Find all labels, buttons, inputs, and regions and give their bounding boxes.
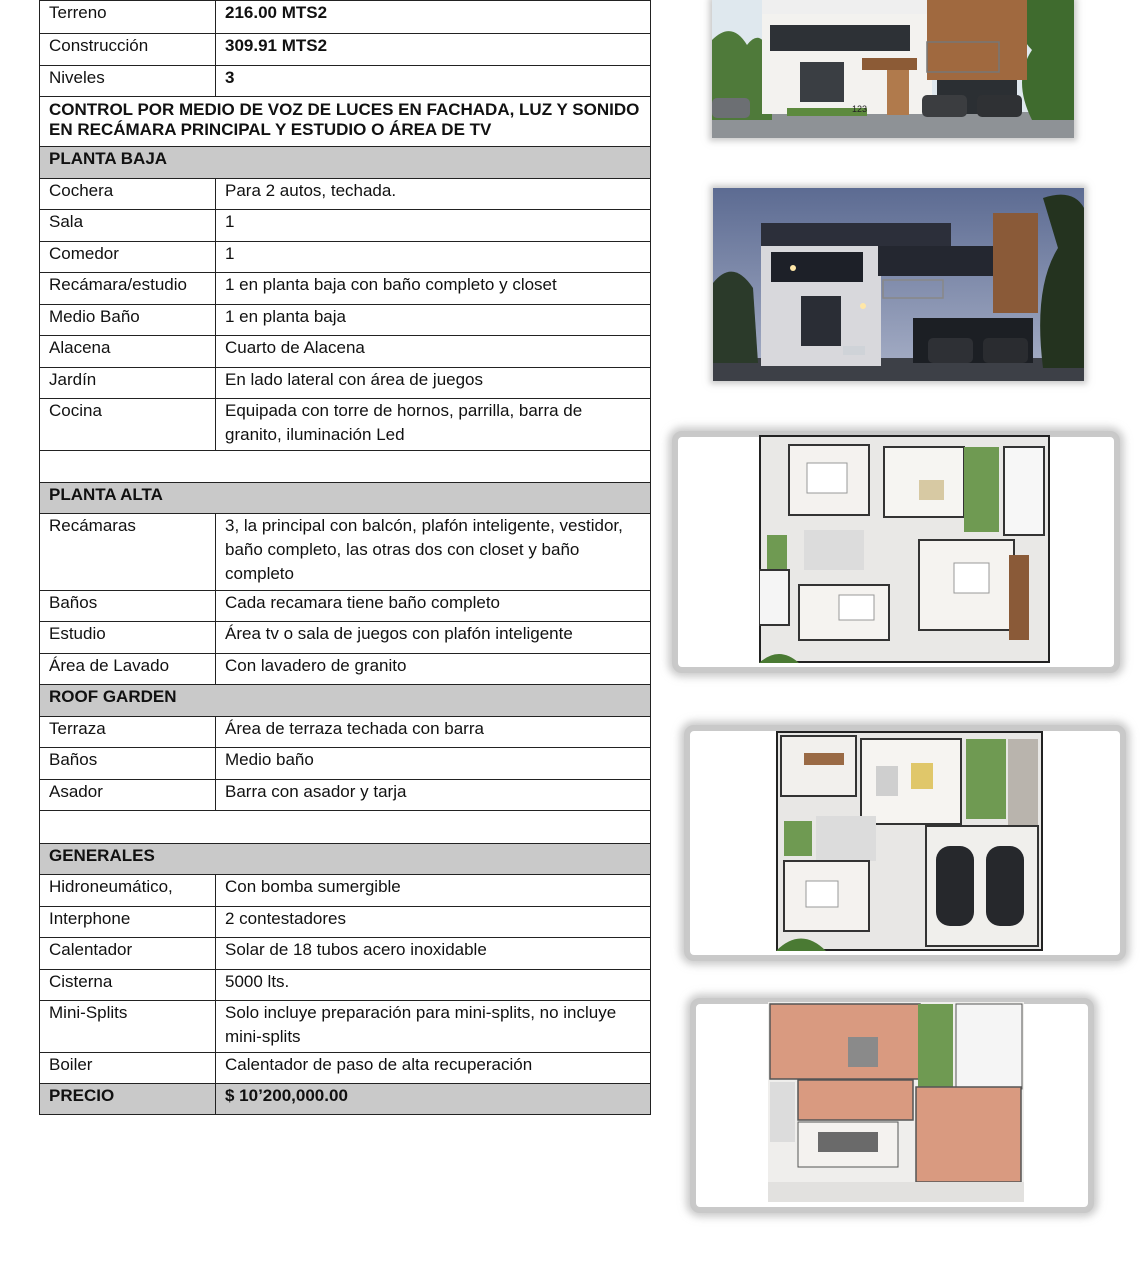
spec-row — [40, 654, 651, 685]
row-value: 1 — [216, 210, 651, 242]
section-planta-alta — [40, 483, 651, 514]
row-label: Boiler — [40, 1053, 216, 1084]
row-label: Recámaras — [40, 514, 216, 591]
spec-row-niveles — [40, 66, 651, 97]
spec-row — [40, 780, 651, 811]
spec-row — [40, 717, 651, 748]
row-value: Con lavadero de granito — [216, 654, 651, 685]
section-title: ROOF GARDEN — [40, 685, 651, 717]
row-value: En lado lateral con área de juegos — [216, 368, 651, 399]
row-value: Cuarto de Alacena — [216, 336, 651, 368]
price-row — [40, 1084, 651, 1115]
spec-row — [40, 242, 651, 273]
spec-row — [40, 305, 651, 336]
spec-row — [40, 970, 651, 1001]
row-label: Sala — [40, 210, 216, 242]
section-title: PLANTA ALTA — [40, 483, 651, 514]
row-label: Medio Baño — [40, 305, 216, 336]
row-label: Baños — [40, 748, 216, 780]
row-value: Solo incluye preparación para mini-splits, no incluye mini-splits — [216, 1001, 651, 1053]
row-value: 1 — [216, 242, 651, 273]
section-roof-garden — [40, 685, 651, 717]
row-label: Área de Lavado — [40, 654, 216, 685]
row-value: Medio baño — [216, 748, 651, 780]
row-value: Para 2 autos, techada. — [216, 179, 651, 210]
row-label: Recámara/estudio — [40, 273, 216, 305]
spec-row-terreno — [40, 1, 651, 34]
row-label: Cisterna — [40, 970, 216, 1001]
spec-row — [40, 368, 651, 399]
spec-row — [40, 273, 651, 305]
floor-plan-roof-garden — [768, 1002, 1024, 1202]
facade-day-render — [712, 0, 1074, 138]
row-value: Con bomba sumergible — [216, 875, 651, 907]
section-title: PLANTA BAJA — [40, 147, 651, 179]
facade-night-render — [713, 188, 1084, 381]
row-label: Baños — [40, 591, 216, 622]
spec-row — [40, 514, 651, 591]
row-value: Barra con asador y tarja — [216, 780, 651, 811]
spec-row-construccion — [40, 34, 651, 66]
row-value: 1 en planta baja — [216, 305, 651, 336]
row-value: 216.00 MTS2 — [216, 1, 651, 34]
price-value: $ 10’200,000.00 — [216, 1084, 651, 1115]
house-number: 123 — [852, 104, 868, 114]
row-value: Cada recamara tiene baño completo — [216, 591, 651, 622]
spec-row — [40, 1001, 651, 1053]
row-label: Interphone — [40, 907, 216, 938]
row-label: Jardín — [40, 368, 216, 399]
row-value: Calentador de paso de alta recuperación — [216, 1053, 651, 1084]
row-value: 3 — [216, 66, 651, 97]
spec-row — [40, 1053, 651, 1084]
voice-control-note-row — [40, 97, 651, 147]
spec-row — [40, 399, 651, 451]
row-value: Área de terraza techada con barra — [216, 717, 651, 748]
property-spec-table — [39, 0, 651, 1115]
row-label: Asador — [40, 780, 216, 811]
row-value: Área tv o sala de juegos con plafón inteligente — [216, 622, 651, 654]
spec-row — [40, 907, 651, 938]
price-label: PRECIO — [40, 1084, 216, 1115]
row-value: Equipada con torre de hornos, parrilla, barra de granito, iluminación Led — [216, 399, 651, 451]
section-planta-baja — [40, 147, 651, 179]
row-label: Calentador — [40, 938, 216, 970]
section-generales — [40, 844, 651, 875]
row-value: 2 contestadores — [216, 907, 651, 938]
section-title: GENERALES — [40, 844, 651, 875]
spec-row — [40, 591, 651, 622]
spacer-row — [40, 451, 651, 483]
spec-row — [40, 210, 651, 242]
row-label: Niveles — [40, 66, 216, 97]
row-label: Terreno — [40, 1, 216, 34]
row-label: Cocina — [40, 399, 216, 451]
row-label: Construcción — [40, 34, 216, 66]
spec-row — [40, 748, 651, 780]
row-label: Cochera — [40, 179, 216, 210]
row-value: 3, la principal con balcón, plafón inteligente, vestidor, baño completo, las otras dos con closet y baño completo — [216, 514, 651, 591]
spec-row — [40, 875, 651, 907]
row-label: Comedor — [40, 242, 216, 273]
spec-row — [40, 336, 651, 368]
spec-row — [40, 938, 651, 970]
spacer-row — [40, 811, 651, 844]
row-value: Solar de 18 tubos acero inoxidable — [216, 938, 651, 970]
row-value: 309.91 MTS2 — [216, 34, 651, 66]
row-value: 1 en planta baja con baño completo y closet — [216, 273, 651, 305]
voice-control-note: CONTROL POR MEDIO DE VOZ DE LUCES EN FACHADA, LUZ Y SONIDO EN RECÁMARA PRINCIPAL Y ESTUDIO O ÁREA DE TV — [40, 97, 651, 147]
floor-plan-planta-alta — [759, 435, 1050, 663]
floor-plan-planta-baja — [776, 731, 1043, 951]
row-label: Hidroneumático, — [40, 875, 216, 907]
row-label: Alacena — [40, 336, 216, 368]
row-value: 5000 lts. — [216, 970, 651, 1001]
spec-row — [40, 179, 651, 210]
row-label: Terraza — [40, 717, 216, 748]
spec-row — [40, 622, 651, 654]
row-label: Mini-Splits — [40, 1001, 216, 1053]
row-label: Estudio — [40, 622, 216, 654]
